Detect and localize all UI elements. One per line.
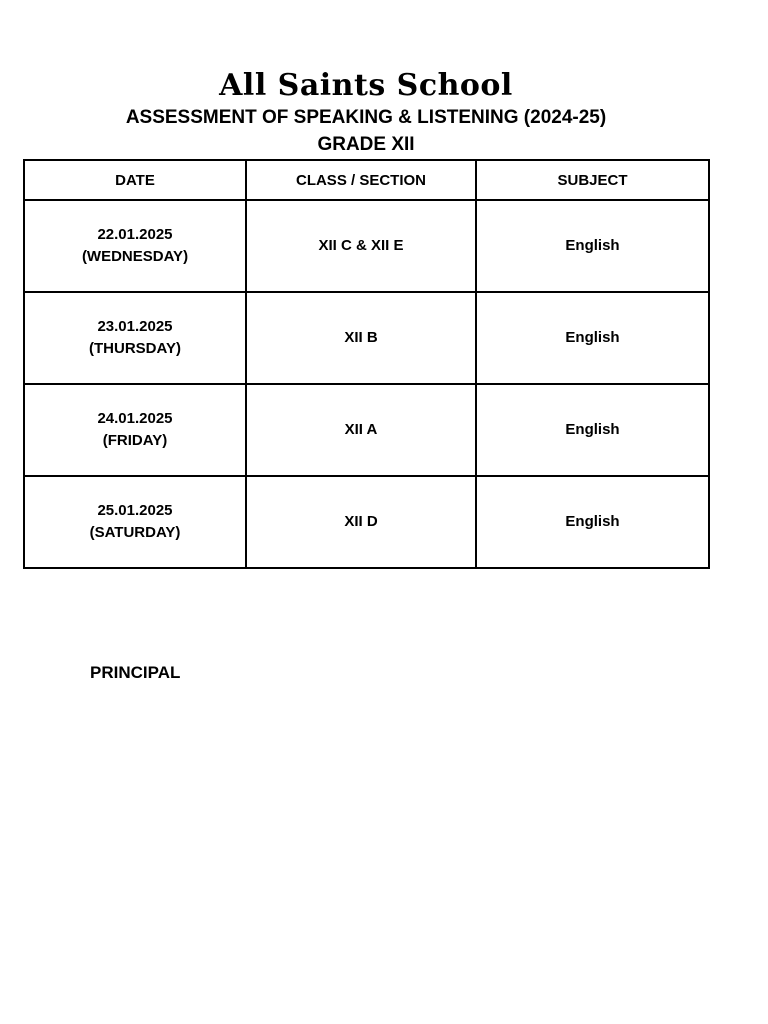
subject-cell: English: [476, 292, 709, 384]
date-cell: [24, 384, 246, 476]
column-header-subject: SUBJECT: [476, 160, 709, 200]
table-header-row: [24, 160, 709, 200]
grade-label: GRADE XII: [317, 134, 415, 155]
table-row: [24, 384, 709, 476]
date-value: 25.01.2025: [97, 502, 173, 519]
date-cell: [24, 200, 246, 292]
class-section-cell: XII C & XII E: [246, 200, 476, 292]
subject-cell: English: [476, 476, 709, 568]
day-value: (WEDNESDAY): [81, 248, 189, 265]
class-section-cell: XII D: [246, 476, 476, 568]
school-name: All Saints School: [219, 68, 513, 103]
date-value: 24.01.2025: [97, 410, 173, 427]
day-value: (SATURDAY): [89, 524, 181, 541]
column-header-class-section: CLASS / SECTION: [246, 160, 476, 200]
date-cell: [24, 476, 246, 568]
table-row: [24, 200, 709, 292]
date-value: 23.01.2025: [97, 318, 173, 335]
date-cell: [24, 292, 246, 384]
table-row: [24, 476, 709, 568]
subject-cell: English: [476, 384, 709, 476]
class-section-cell: XII A: [246, 384, 476, 476]
day-value: (FRIDAY): [102, 432, 168, 449]
subject-cell: English: [476, 200, 709, 292]
table-row: [24, 292, 709, 384]
class-section-cell: XII B: [246, 292, 476, 384]
assessment-schedule-table: [23, 159, 710, 569]
column-header-date: DATE: [24, 160, 246, 200]
principal-signature-label: PRINCIPAL: [90, 663, 181, 682]
day-value: (THURSDAY): [89, 340, 181, 357]
document-subtitle: ASSESSMENT OF SPEAKING & LISTENING (2024-25): [125, 107, 607, 128]
date-value: 22.01.2025: [97, 226, 173, 243]
